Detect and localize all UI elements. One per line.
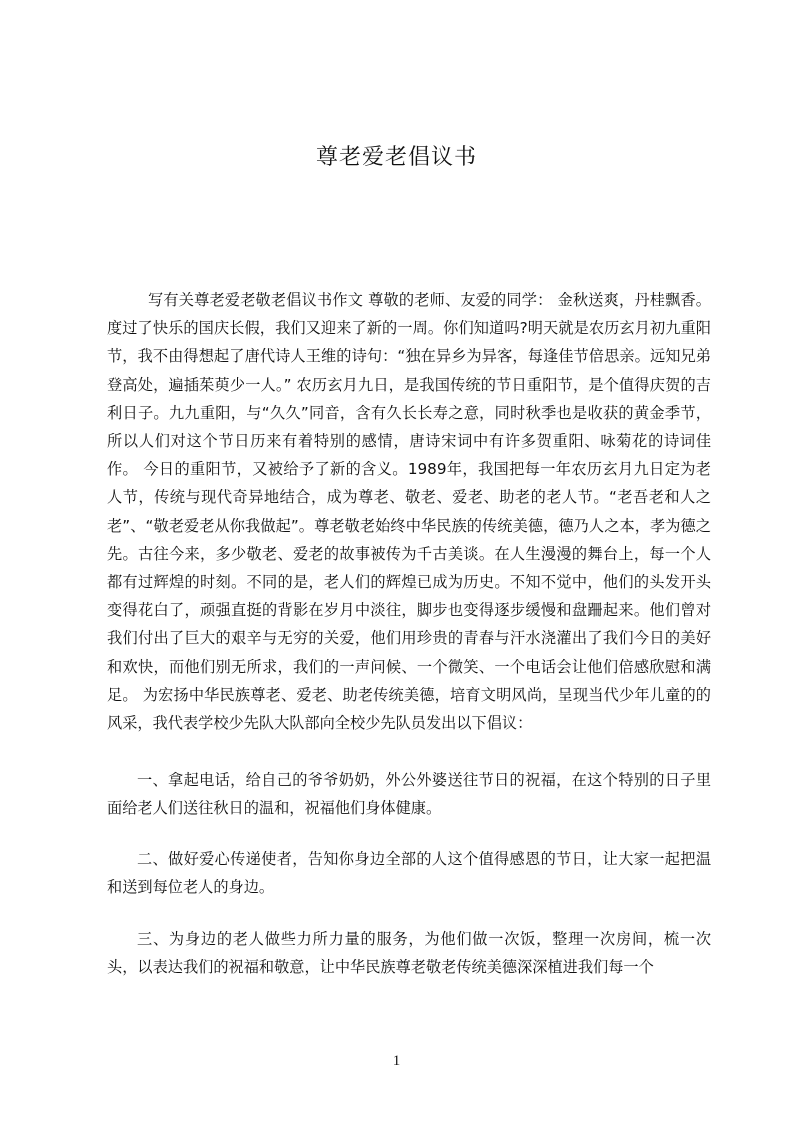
paragraph-proposal-3: 三、为身边的老人做些力所力量的服务，为他们做一次饭，整理一次房间，梳一次头，以表达我们的祝福和敬意，让中华民族尊老敬老传统美德深深植进我们每一个 <box>107 930 711 977</box>
page-number: 1 <box>392 1053 401 1069</box>
paragraph-proposal-1: 一、拿起电话，给自己的爷爷奶奶，外公外婆送往节日的祝福，在这个特别的日子里面给老人们送往秋日的温和，祝福他们身体健康。 <box>107 771 711 818</box>
document-title: 尊老爱老倡议书 <box>315 145 477 170</box>
paragraph-proposal-2: 二、做好爱心传递使者，告知你身边全部的人这个值得感恩的节日，让大家一起把温和送到每位老人的身边。 <box>107 850 711 897</box>
paragraph-intro: 写有关尊老爱老敬老倡议书作文 尊敬的老师、友爱的同学： 金秋送爽，丹桂飘香。度过了快乐的国庆长假，我们又迎来了新的一周。你们知道吗?明天就是农历玄月初九重阳节，我不由得想起了唐代诗人王维的诗句：“独在异乡为异客，每逢佳节倍思亲。远知兄弟登高处，遍插茱萸少一人。” 农历玄月九日，是我国传统的节日重阳节，是个值得庆贺的吉利日子。九九重阳，与“久久”同音，含有久长长寿之意，同时秋季也是收获的黄金季节，所以人们对这个节日历来有着特别的感情，唐诗宋词中有许多贺重阳、咏菊花的诗词佳作。 今日的重阳节，又被给予了新的含义。1989年，我国把每一年农历玄月九日定为老人节，传统与现代奇异地结合，成为尊老、敬老、爱老、助老的老人节。“老吾老和人之老”、“敬老爱老从你我做起”。尊老敬老始终中华民族的传统美德，德乃人之本，孝为德之先。古往今来，多少敬老、爱老的故事被传为千古美谈。在人生漫漫的舞台上，每一个人都有过辉煌的时刻。不同的是，老人们的辉煌已成为历史。不知不觉中，他们的头发开头变得花白了，顽强直挺的背影在岁月中淡往，脚步也变得逐步缓慢和盘跚起来。他们曾对我们付出了巨大的艰辛与无穷的关爱，他们用珍贵的青春与汗水浇灌出了我们今日的美好和欢快，而他们别无所求，我们的一声问候、一个微笑、一个电话会让他们倍感欣慰和满足。 为宏扬中华民族尊老、爱老、助老传统美德，培育文明风尚，呈现当代少年儿童的的风采，我代表学校少先队大队部向全校少先队员发出以下倡议： <box>107 291 711 733</box>
